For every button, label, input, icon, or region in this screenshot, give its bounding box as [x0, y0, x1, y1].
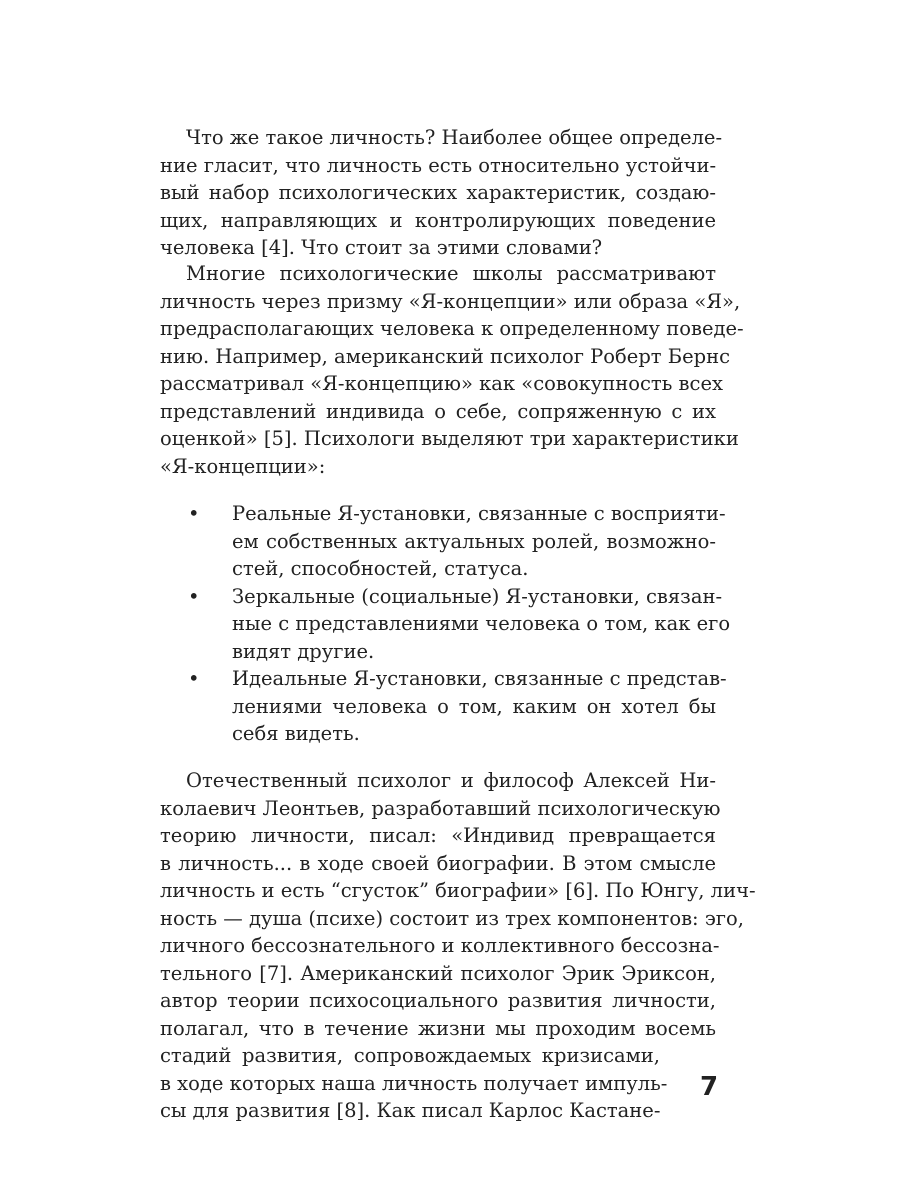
text-line: сы для развития [8]. Как писал Карлос Кастане- — [160, 1099, 661, 1122]
text-line: автор теории психосоциального развития личности, — [160, 989, 716, 1012]
page-number: 7 — [700, 1072, 719, 1102]
text-line: стадий развития, сопровождаемых кризисами, — [160, 1044, 660, 1067]
text-line: тельного [7]. Американский психолог Эрик Эриксон, — [160, 961, 716, 985]
list-item — [160, 665, 727, 748]
paragraph-personality-definition — [160, 124, 723, 262]
text-line: ность — душа (психе) состоит из трех компонентов: эго, — [160, 906, 744, 930]
text-line: вый набор психологических характеристик, создаю- — [160, 181, 716, 204]
text-line: Отечественный психолог и философ Алексей Ни- — [186, 769, 716, 792]
text-line: ем собственных актуальных ролей, возможно- — [232, 529, 716, 553]
text-line: Что же такое личность? Наиболее общее определе- — [186, 126, 723, 149]
text-line: стей, способностей, статуса. — [232, 557, 529, 580]
text-line: щих, направляющих и контролирующих поведение — [160, 208, 716, 232]
text-line: полагал, что в течение жизни мы проходим восемь — [160, 1016, 716, 1040]
text-line: оценкой» [5]. Психологи выделяют три характеристики — [160, 427, 739, 450]
list-item — [160, 500, 726, 583]
text-line: нию. Например, американский психолог Роберт Бернс — [160, 344, 731, 368]
text-line: человека [4]. Что стоит за этими словами? — [160, 236, 603, 259]
text-line: личного бессознательного и коллективного бессозна- — [160, 934, 720, 957]
self-concept-characteristics-list — [160, 500, 731, 748]
text-line: предрасполагающих человека к определенному поведе- — [160, 317, 744, 340]
bullet-icon: • — [188, 667, 200, 690]
text-line: Реальные Я-установки, связанные с восприяти- — [232, 502, 726, 525]
list-item — [160, 583, 731, 666]
text-line: ные с представлениями человека о том, как его — [232, 612, 731, 635]
text-line: теорию личности, писал: «Индивид превращается — [160, 824, 716, 847]
text-line: личность через призму «Я-концепции» или образа «Я», — [160, 289, 741, 313]
text-line: Многие психологические школы рассматривают — [186, 262, 716, 285]
text-line: видят другие. — [232, 639, 375, 663]
text-line: ние гласит, что личность есть относительно устойчи- — [160, 153, 717, 177]
paragraph-leontiev-jung-erikson — [160, 767, 756, 1125]
text-line: в личность... в ходе своей биографии. В этом смысле — [160, 851, 716, 875]
text-line: «Я-концепции»: — [160, 454, 326, 478]
bullet-icon: • — [188, 502, 200, 525]
bullet-icon: • — [188, 584, 200, 608]
paragraph-self-concept — [160, 260, 744, 480]
text-line: Зеркальные (социальные) Я-установки, связан- — [232, 584, 723, 608]
text-line: себя видеть. — [232, 722, 360, 745]
text-line: Идеальные Я-установки, связанные с представ- — [232, 667, 727, 690]
text-line: лениями человека о том, каким он хотел бы — [232, 694, 716, 718]
text-line: личность и есть “сгусток” биографии» [6]. По Юнгу, лич- — [160, 879, 756, 902]
text-line: в ходе которых наша личность получает импуль- — [160, 1071, 668, 1095]
text-line: представлений индивида о себе, сопряженную с их — [160, 399, 716, 423]
text-line: рассматривал «Я-концепцию» как «совокупность всех — [160, 372, 723, 395]
text-line: колаевич Леонтьев, разработавший психологическую — [160, 796, 721, 820]
